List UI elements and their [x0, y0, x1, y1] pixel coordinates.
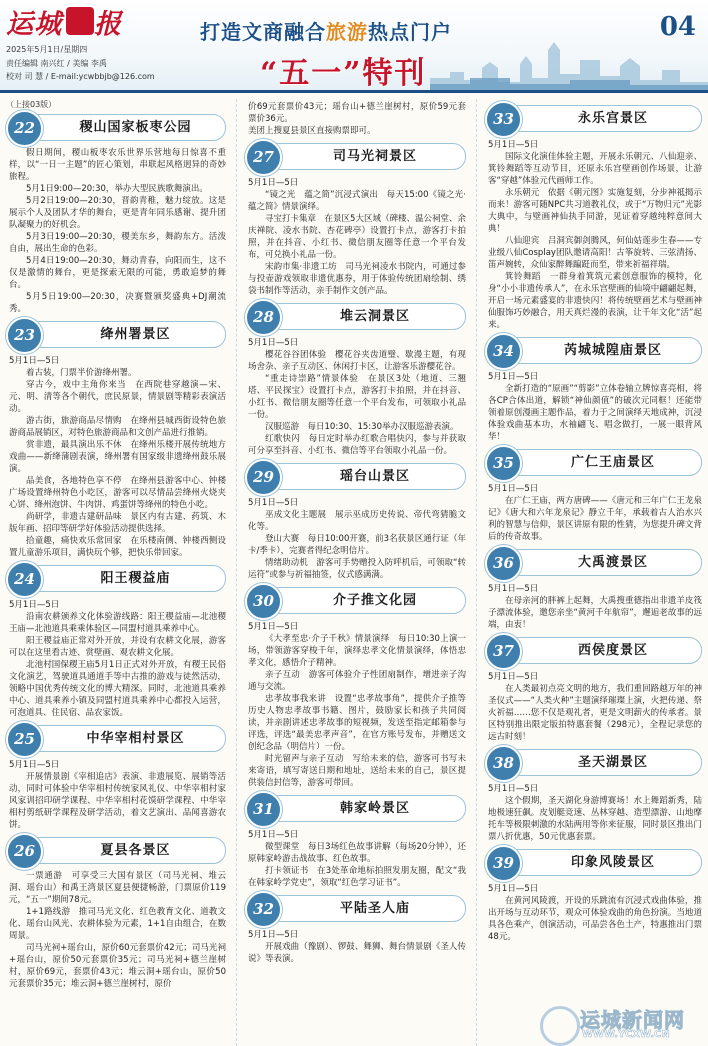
scenic-spot-article	[244, 795, 468, 889]
scenic-spot-article	[244, 101, 468, 137]
section-header	[7, 837, 226, 864]
editor-credit: 责任编辑 南兴红 / 美编 李禹	[6, 59, 107, 68]
event-date: 5月1日—5日	[488, 672, 539, 682]
header-slogan	[200, 16, 452, 45]
article-paragraph: 巫成文化主题展 展示巫成历史传说、帝代弯猜脆文化等。	[248, 510, 466, 532]
article-paragraph: 5月4日19:00—20:30，舞动青春，向阳而生，这不仅是激情的舞台，更是探索无限的可能，勇敢追梦的舞台。	[9, 256, 226, 290]
watermark-url: WWW.YCXW.CN	[582, 1029, 670, 1040]
article-paragraph: 北池村国保稷王庙5月1日正式对外开放，有稷王民俗文化演艺，驾驶道具通道手等中古推的游戏与徒然活动，领略中国优秀传统文化的博大精深。同时，北池道具乘养中心、道具乘养小镇及同盟村道具乘养中心都投入运营，可泡道具、住民宿、品农家饭。	[9, 660, 226, 718]
continued-note: （上接03版）	[6, 100, 57, 109]
column-divider	[476, 99, 477, 1046]
article-paragraph: 情绪助动机 游客可手势赠投入防呼机后，可领取“转运符”或参与祈福抽签，仪式感满满。	[248, 558, 466, 580]
slogan-part-2: 热点门户	[368, 20, 452, 44]
article-column-3	[484, 101, 704, 949]
special-issue-title: “五一”特刊	[260, 56, 427, 90]
issue-date: 2025年5月1日/星期四	[6, 45, 88, 54]
scenic-spot-article	[5, 837, 228, 990]
watermark-logo-icon	[540, 1006, 580, 1046]
page-header	[0, 0, 708, 90]
scenic-spot-article	[5, 725, 228, 831]
scenic-spot-article	[244, 463, 468, 581]
masthead-text-2: 报	[94, 9, 121, 40]
scenic-spot-article	[244, 895, 468, 965]
watermark-text: 运城新闻网	[580, 1008, 685, 1032]
article-paragraph: 拾童趣，痛快欢乐常回家 在乐楼南侧、钟楼西侧设置儿童游乐项目，满快玩个够，把快乐带回家。	[9, 536, 226, 558]
section-header	[7, 725, 226, 752]
event-date: 5月1日—5日	[9, 356, 60, 366]
article-paragraph: 汉服巡游 每日10:30、15:30举办汉服巡游表演。	[265, 422, 459, 432]
scenic-spot-article	[244, 303, 468, 457]
article-paragraph: 永乐朝元 依据《朝元图》实施复刻，分步神祗揭示而来！游客可随NPC共习道教礼仪，或于“万物归元”光影大典中，与壁画神仙执手同游，见证着穿越纯粹意间大典！	[488, 188, 702, 234]
article-paragraph: 5月3日19:00—20:30，稷美东乡，舞韵东方。活泼自由，展出生命的色彩。	[9, 232, 226, 254]
section-title: 平陆圣人庙	[339, 901, 410, 916]
article-paragraph: 樱花谷谷团体验 樱花谷夹齿道璧、歇漫主题，有现场舍杂、亲子互动区、休闲打卡区，让游客乐游樱花谷。	[248, 350, 466, 372]
section-header	[486, 749, 702, 776]
article-paragraph: 5月2日19:00—20:30，晋韵青稚，魅力绽放。这是展示个人及团队才华的舞台，更是青年同乐感谢、提升团队凝聚力的好机会。	[9, 196, 226, 230]
section-number-badge: 24	[6, 561, 43, 598]
article-paragraph: 这个假期，圣天湖化身游博赛场！水上舞蹈新秀，陆地极速狂飙。皮划艇竞速、丛林穿越、造型漂游、山地摩托车等极限刺激的水陆两用等你来征服，同时景区推出门票八折优惠，50元优惠套票。	[488, 796, 702, 842]
section-header	[486, 849, 702, 876]
section-header	[246, 303, 466, 330]
event-date: 5月1日—5日	[248, 622, 299, 632]
masthead-logo	[6, 2, 126, 42]
article-paragraph: 尚研学，非遗古建研品味 景区内有古建、药筑、木版年画、招印等研学好体验活动提供选择。	[9, 512, 226, 534]
article-paragraph: 美团上搜夏县景区直接购票即可。	[248, 126, 376, 136]
article-paragraph: 司马光祠+瑶台山，原价60元套票价42元；司马光祠+瑶台山，原价50元套票价35元；司马光祠+德兰崖树村，原价69元，套票价43元；堆云洞+瑶台山，原价50元套票价35元；堆云洞+德兰崖树村，原价	[9, 943, 226, 989]
section-title: 永乐宫景区	[577, 111, 648, 126]
article-paragraph: 穿古今，戏中主角你来当 在西院巷穿越演—宋、元、明、清等各个朝代，庶民原景，情景剧等精彩表演活动。	[9, 380, 226, 414]
section-header	[246, 795, 466, 822]
section-number-badge: 32	[245, 891, 282, 928]
event-date: 5月1日—5日	[488, 584, 539, 594]
event-date: 5月1日—5日	[248, 930, 299, 940]
section-title: 圣天湖景区	[577, 755, 648, 770]
article-paragraph: 开展情景剧《宰相追店》表演、非遗展览、展销等活动，同时可体验中华宰相村传统家风礼仪、中华宰相村家风家训招印研学课程、中华宰相村花馍研学课程、中华宰相村剪纸研学课程及研学活动，着文艺演出、品闻喜游农饼。	[9, 772, 226, 830]
article-paragraph: 假日期间，稷山板枣农乐世界乐营地每日惊喜不重样，以“一日一主题”的匠心策划，串联起风格迥异的奇妙旅程。	[9, 148, 226, 182]
section-header	[486, 637, 702, 664]
article-paragraph: 5月1日9:00—20:30，举办大型民族歌舞演出。	[26, 184, 208, 194]
article-paragraph: 在广仁王庙，两方唐碑——《唐元和三年广仁王龙泉记》《唐大和六年龙泉记》静立千年，承载着古人治水兴利的智慧与信仰，景区讲原有限的性猜，为您提升碑文背后的传奇故事。	[488, 496, 702, 542]
section-title: 西侯度景区	[577, 643, 648, 658]
article-paragraph: 在母亲河的胖裤上起舞，大禹搜重德指出非遗羊皮筏子漂流体验，邀您亲坐“黄河千年航帘”，邂逅老故事的远端，由衷！	[488, 596, 702, 630]
article-paragraph: 打卡领证书 在3处革命地标拍照发朋友圈，配文“我在韩家岭学党史”，领取“红色学习证书”。	[248, 866, 466, 888]
section-number-badge: 36	[485, 545, 522, 582]
section-title: 印象风陵景区	[570, 855, 655, 870]
section-number-badge: 34	[485, 333, 522, 370]
article-paragraph: 5月5日19:00—20:30，决赛暨颁奖盛典+DJ潮流秀。	[9, 292, 226, 314]
article-paragraph: 宋韵市集·非遗工坊 司马光祠凌水书院内，可通过参与投壶游戏领取非遗优惠券，用于体验传统团扇绘制、绣袋书制作等活动，亲手制作文创产品。	[248, 262, 466, 296]
article-paragraph: 忠孝故事我来讲 设置“忠孝故事角”，提供介子推等历史人物忠孝故事书籍、图片，鼓励家长和孩子共同阅读，并亲剧讲述忠孝故事的短视频，发送至指定邮箱参与评选，评选“最美忠孝声音”，在官方账号发布，并赠送文创纪念品（明信片）一份。	[248, 694, 466, 752]
scenic-spot-article	[484, 337, 704, 443]
event-date: 5月1日—5日	[9, 760, 60, 770]
section-title: 广仁王庙景区	[570, 455, 655, 470]
site-watermark	[538, 1002, 708, 1046]
article-paragraph: 时光留声与亲子互动 写给未来的信，游客可书写未来寄语，填写寄送日期和地址，送给未来的自己，景区提供装信封信等，游客可带回。	[248, 754, 466, 788]
article-paragraph: 一票通游 可享受三大国有景区（司马光祠、堆云洞、瑶台山）和禹王湾景区夏县便捷畅游，门票原价119元，“五一”期间78元。	[9, 871, 226, 905]
event-date: 5月1日—5日	[248, 830, 299, 840]
slogan-part-1: 打造文商融合	[200, 20, 326, 44]
event-date: 5月1日—5日	[248, 338, 299, 348]
section-number-badge: 29	[245, 459, 282, 496]
section-title: 稷山国家板枣公园	[79, 120, 192, 135]
article-paragraph: “重走诗崇路”情景体验 在景区3处（地道、三翘塔、平民探宝）设置打卡点，游客打卡拍照，并在抖音、小红书、微信朋友圈等任意一个平台发布，可领取小礼品一份。	[248, 374, 466, 420]
section-title: 大禹渡景区	[577, 555, 648, 570]
masthead-text: 运城	[6, 9, 62, 40]
article-column-2	[244, 101, 468, 971]
scenic-spot-article	[244, 587, 468, 789]
section-header	[246, 463, 466, 490]
scenic-spot-article	[484, 105, 704, 331]
section-number-badge: 28	[245, 299, 282, 336]
section-header	[246, 143, 466, 170]
section-number-badge: 39	[485, 845, 522, 882]
article-paragraph: 登山大赛 每日10:00开赛，前3名获景区通行证（年卡/季卡），完赛者得纪念明信片。	[248, 534, 466, 556]
section-number-badge: 33	[485, 101, 522, 138]
article-paragraph: 游古街，旅游商品尽情购 在绛州县城西街设特色旅游商品展销区，对特色旅游商品和文创产品进行推销。	[9, 416, 226, 438]
article-paragraph: 价69元套票价43元；瑶台山+德兰崖树村，原价59元套票价36元。	[248, 102, 466, 124]
article-paragraph: 红歌快闪 每日定时举办红歌合唱快闪，参与并获取可分享至抖音、小红书、微信等平台领取小礼品一份。	[248, 434, 466, 456]
section-title: 中华宰相村景区	[86, 731, 185, 746]
event-date: 5月1日—5日	[9, 600, 60, 610]
article-paragraph: 品美食，各地特色享不停 在绛州县游客中心、钟楼广场设置绛州特色小吃区，游客可以尽情品尝绛州火烧夹心饼、绛州泡饼、牛肉饼、鸡蛋饼等绛州的特色小吃。	[9, 476, 226, 510]
section-title: 绛州署景区	[100, 327, 171, 342]
city-skyline-illustration	[430, 38, 708, 90]
article-column-1	[5, 110, 228, 996]
column-divider	[236, 99, 237, 1046]
section-title: 韩家岭景区	[339, 801, 410, 816]
section-header	[486, 105, 702, 132]
article-paragraph: 着古装，门票半价游绛州署。	[26, 368, 137, 378]
article-paragraph: “镜之光 蕴之简”沉浸式演出 每天15:00《镜之光·蕴之简》情景演绎。	[248, 190, 466, 212]
article-paragraph: 沿南农耕颁养文化体验游线路：阳王稷益庙—北池稷王庙—北池道具乘乘体验区—同盟村道具乘养中心。	[9, 612, 226, 634]
section-header	[7, 321, 226, 348]
section-title: 瑶台山景区	[339, 469, 410, 484]
event-date: 5月1日—5日	[488, 884, 539, 894]
section-header	[7, 565, 226, 592]
header-divider	[0, 90, 708, 93]
section-title: 阳王稷益庙	[100, 571, 171, 586]
article-paragraph: 在黄河风陵渡，开设的乐跳流有沉浸式戏曲体验，推出开场与互动环节，观众可体验戏曲的角色扮演。当地道具各色乘产，创演活动，可品尝各色土产，特惠推出门票48元。	[488, 896, 702, 942]
scenic-spot-article	[484, 549, 704, 631]
event-date: 5月1日—5日	[248, 178, 299, 188]
article-paragraph: 开展戏曲（豫剧）、锣鼓、舞狮、舞台情景剧《圣人传说》等表演。	[248, 942, 466, 964]
section-number-badge: 37	[485, 633, 522, 670]
section-title: 司马光祠景区	[332, 149, 417, 164]
section-header	[486, 549, 702, 576]
section-header	[7, 114, 226, 141]
article-paragraph: 亲子互动 游客可体验介子性团扇制作，增进亲子沟通与交流。	[248, 670, 466, 692]
section-number-badge: 38	[485, 745, 522, 782]
masthead-mark	[66, 7, 94, 35]
scenic-spot-article	[484, 749, 704, 843]
article-paragraph: 赏非遗，最具演出乐不休 在绛州乐楼开展传统地方戏曲——新绛蒲剧表演，绛州署有国家级非遗绛州鼓乐展演。	[9, 440, 226, 474]
section-title: 芮城城隍庙景区	[563, 343, 662, 358]
article-paragraph: 微型课堂 每日3场红色故事讲解（每场20分钟），还原韩家岭游击战故事、红色故事。	[248, 842, 466, 864]
scenic-spot-article	[484, 449, 704, 543]
article-paragraph: 全新打造的“原画”“剪影”立体卷轴立牌惊喜亮相，将各CP合体出道，解锁“神仙颜值”的破次元同框！还能带领着原创漫画主题作品，着力于之间演绎天地成神，沉浸体验戏曲基本功，水袖翩飞、唱念做打，一展一眼背风华！	[488, 384, 702, 442]
section-header	[246, 895, 466, 922]
article-paragraph: 箕铃舞蹈 一群身着箕筑元素创意服饰的模特，化身“小小非遗传承人”，在永乐宫壁画的仙境中翩翩起舞，开启一场元素盛宴的非遗快闪！将传统壁画艺术与壁画神仙服饰巧妙融合，用天真烂漫的表演，让千年文化“活”起来。	[488, 272, 702, 330]
article-paragraph: 《大孝至忠·介子千秋》情景演绎 每日10:30上演一场，带领游客穿梭千年，演绎忠孝文化情景演绎，体悟忠孝文化，感悟介子精神。	[248, 634, 466, 668]
scenic-spot-article	[5, 565, 228, 719]
page-number: 04	[659, 12, 696, 42]
scenic-spot-article	[484, 849, 704, 943]
article-paragraph: 八仙迎宾 吕洞宾御剑腾风，何仙姑莲步生春——专业级八仙Cosplay团队邀请高阳！古筝旋转、三弦清扬、笛声婉转，众仙家醉舞蹁跹而至，带来祈福祥瑞。	[488, 236, 702, 270]
section-title: 堆云洞景区	[339, 309, 410, 324]
article-paragraph: 寻宝打卡集章 在景区5大区域（碑楼、温公祠堂、余庆禅院、凌水书院、杏花碑亭）设置打卡点，游客打卡拍照，并在抖音、小红书、微信朋友圈等任意一个平台发布，可兑换小礼品一份。	[248, 214, 466, 260]
scenic-spot-article	[484, 637, 704, 743]
section-number-badge: 30	[245, 583, 282, 620]
section-title: 介子推文化园	[332, 593, 417, 608]
article-paragraph: 阳王稷益庙正常对外开放，并设有农耕文化展，游客可以在这里看古迹、赏壁画、观农耕文化展。	[9, 636, 226, 658]
section-number-badge: 27	[245, 139, 282, 176]
section-number-badge: 22	[6, 110, 43, 147]
section-header	[486, 449, 702, 476]
section-header	[486, 337, 702, 364]
article-paragraph: 1+1路线游 推司马光文化、红色教育文化、道教文化、瑶台山风光、农耕体验为元素，1+1自由组合，在数周景。	[9, 907, 226, 941]
section-number-badge: 26	[6, 833, 43, 870]
scenic-spot-article	[244, 143, 468, 297]
section-number-badge: 23	[6, 317, 43, 354]
event-date: 5月1日—5日	[248, 498, 299, 508]
section-number-badge: 25	[6, 721, 43, 758]
proof-credit: 校对 司 慧 / E-mail:ycwbbjb@126.com	[6, 72, 155, 81]
event-date: 5月1日—5日	[488, 784, 539, 794]
slogan-highlight: 旅游	[326, 20, 368, 44]
section-number-badge: 35	[485, 445, 522, 482]
event-date: 5月1日—5日	[488, 140, 539, 150]
event-date: 5月1日—5日	[488, 484, 539, 494]
section-header	[246, 587, 466, 614]
event-date: 5月1日—5日	[488, 372, 539, 382]
article-paragraph: 国际文化演佳体验主题，开展永乐朝元、八仙迎亲、箕铃舞蹈等互动节目，还原永乐宫壁画创作场景，让游客“穿越”体验元代画师工作。	[488, 152, 702, 186]
scenic-spot-article	[5, 114, 228, 315]
section-number-badge: 31	[245, 791, 282, 828]
section-title: 夏县各景区	[100, 843, 171, 858]
scenic-spot-article	[5, 321, 228, 559]
article-paragraph: 在人类最初点亮文明的地方，我们重回路越万年的神圣仪式——“人类火种”主题演绎璀璨上演，火把传递、祭火祈福……您不仅是观礼者，更是文明薪火的传承者。景区特别推出限定版拍特惠套餐（298元），全程记录您的远古时刻！	[488, 684, 702, 742]
